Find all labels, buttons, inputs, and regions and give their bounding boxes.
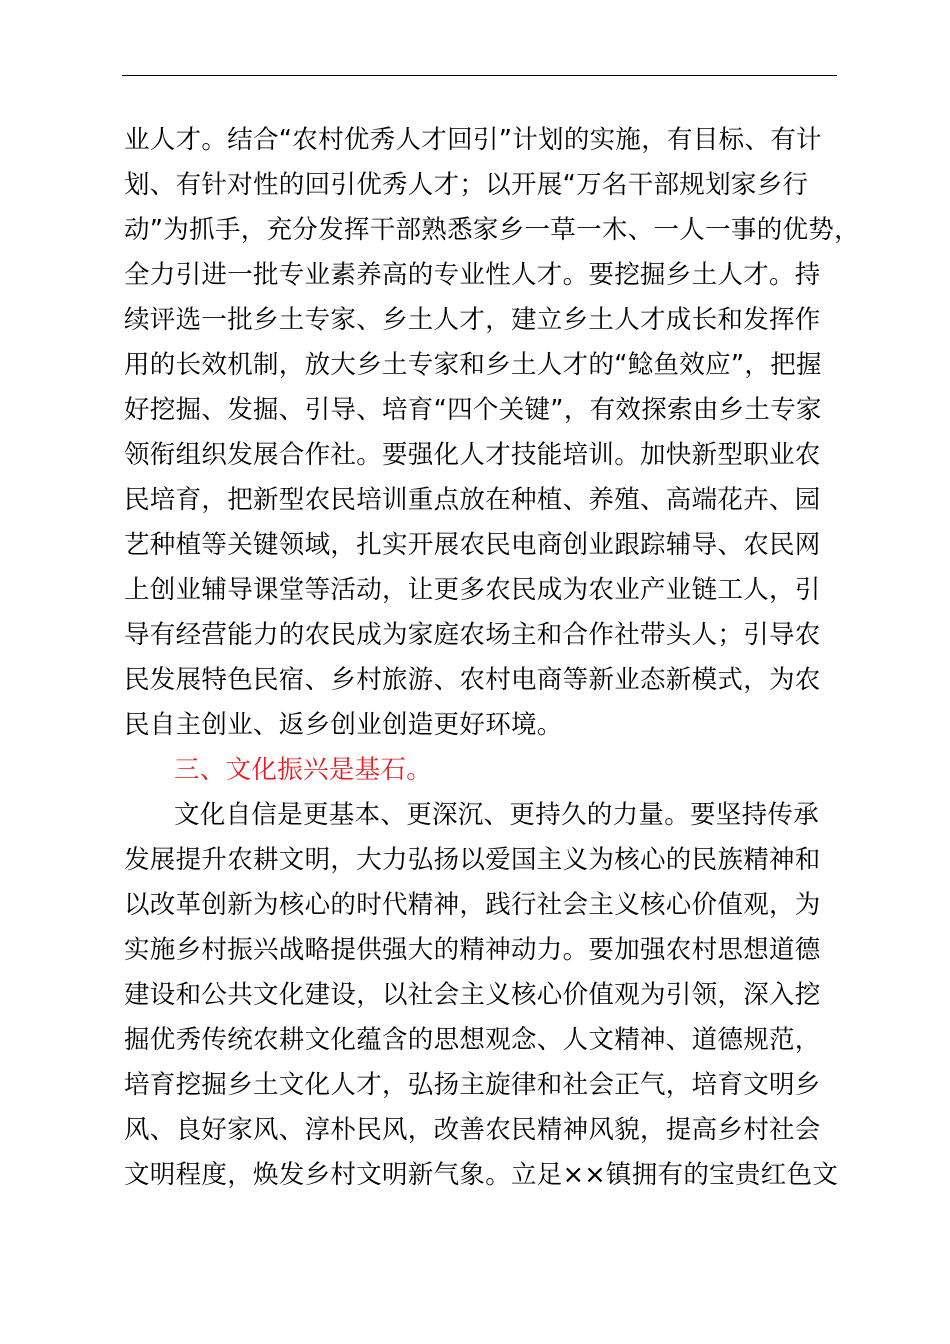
paragraph2-line: 以改革创新为核心的时代精神，践行社会主义核心价值观，为: [124, 890, 821, 920]
paragraph2-line: 文明程度，焕发乡村文明新气象。立足××镇拥有的宝贵红色文: [124, 1160, 839, 1190]
paragraph1-line: 艺种植等关键领域，扎实开展农民电商创业跟踪辅导、农民网: [124, 530, 821, 560]
paragraph1-line: 导有经营能力的农民成为家庭农场主和合作社带头人；引导农: [124, 620, 821, 650]
paragraph2-line: 掘优秀传统农耕文化蕴含的思想观念、人文精神、道德规范，: [124, 1025, 821, 1055]
paragraph1-line: 全力引进一批专业素养高的专业性人才。要挖掘乡土人才。持: [124, 260, 821, 290]
paragraph1-line: 领衔组织发展合作社。要强化人才技能培训。加快新型职业农: [124, 440, 821, 470]
paragraph1-line: 民自主创业、返乡创业创造更好环境。: [124, 710, 563, 740]
paragraph2-line: 建设和公共文化建设，以社会主义核心价值观为引领，深入挖: [124, 980, 821, 1010]
paragraph2-line: 发展提升农耕文明，大力弘扬以爱国主义为核心的民族精神和: [124, 845, 821, 875]
paragraph1-line: 民发展特色民宿、乡村旅游、农村电商等新业态新模式，为农: [124, 665, 821, 695]
paragraph1-line: 好挖掘、发掘、引导、培育“四个关键”，有效探索由乡土专家: [124, 395, 822, 425]
paragraph2-line: 培育挖掘乡土文化人才，弘扬主旋律和社会正气，培育文明乡: [124, 1070, 821, 1100]
paragraph1-line: 上创业辅导课堂等活动，让更多农民成为农业产业链工人，引: [124, 575, 821, 605]
paragraph1-line: 划、有针对性的回引优秀人才；以开展“万名干部规划家乡行: [124, 170, 809, 200]
paragraph2-line: 实施乡村振兴战略提供强大的精神动力。要加强农村思想道德: [124, 935, 821, 965]
section-heading: 三、文化振兴是基石。: [174, 755, 433, 785]
paragraph1-line: 业人才。结合“农村优秀人才回引”计划的实施，有目标、有计: [124, 125, 822, 155]
paragraph1-line: 用的长效机制，放大乡土专家和乡土人才的“鲶鱼效应”，把握: [124, 350, 822, 380]
paragraph2-line: 风、良好家风、淳朴民风，改善农民精神风貌，提高乡村社会: [124, 1115, 821, 1145]
paragraph2-line: 文化自信是更基本、更深沉、更持久的力量。要坚持传承: [174, 800, 820, 830]
body-text: [124, 118, 864, 1198]
paragraph1-line: 动”为抓手，充分发挥干部熟悉家乡一草一木、一人一事的优势，: [124, 215, 860, 245]
header-rule: [122, 75, 837, 76]
paragraph1-line: 续评选一批乡土专家、乡土人才，建立乡土人才成长和发挥作: [124, 305, 821, 335]
paragraph1-line: 民培育，把新型农民培训重点放在种植、养殖、高端花卉、园: [124, 485, 821, 515]
